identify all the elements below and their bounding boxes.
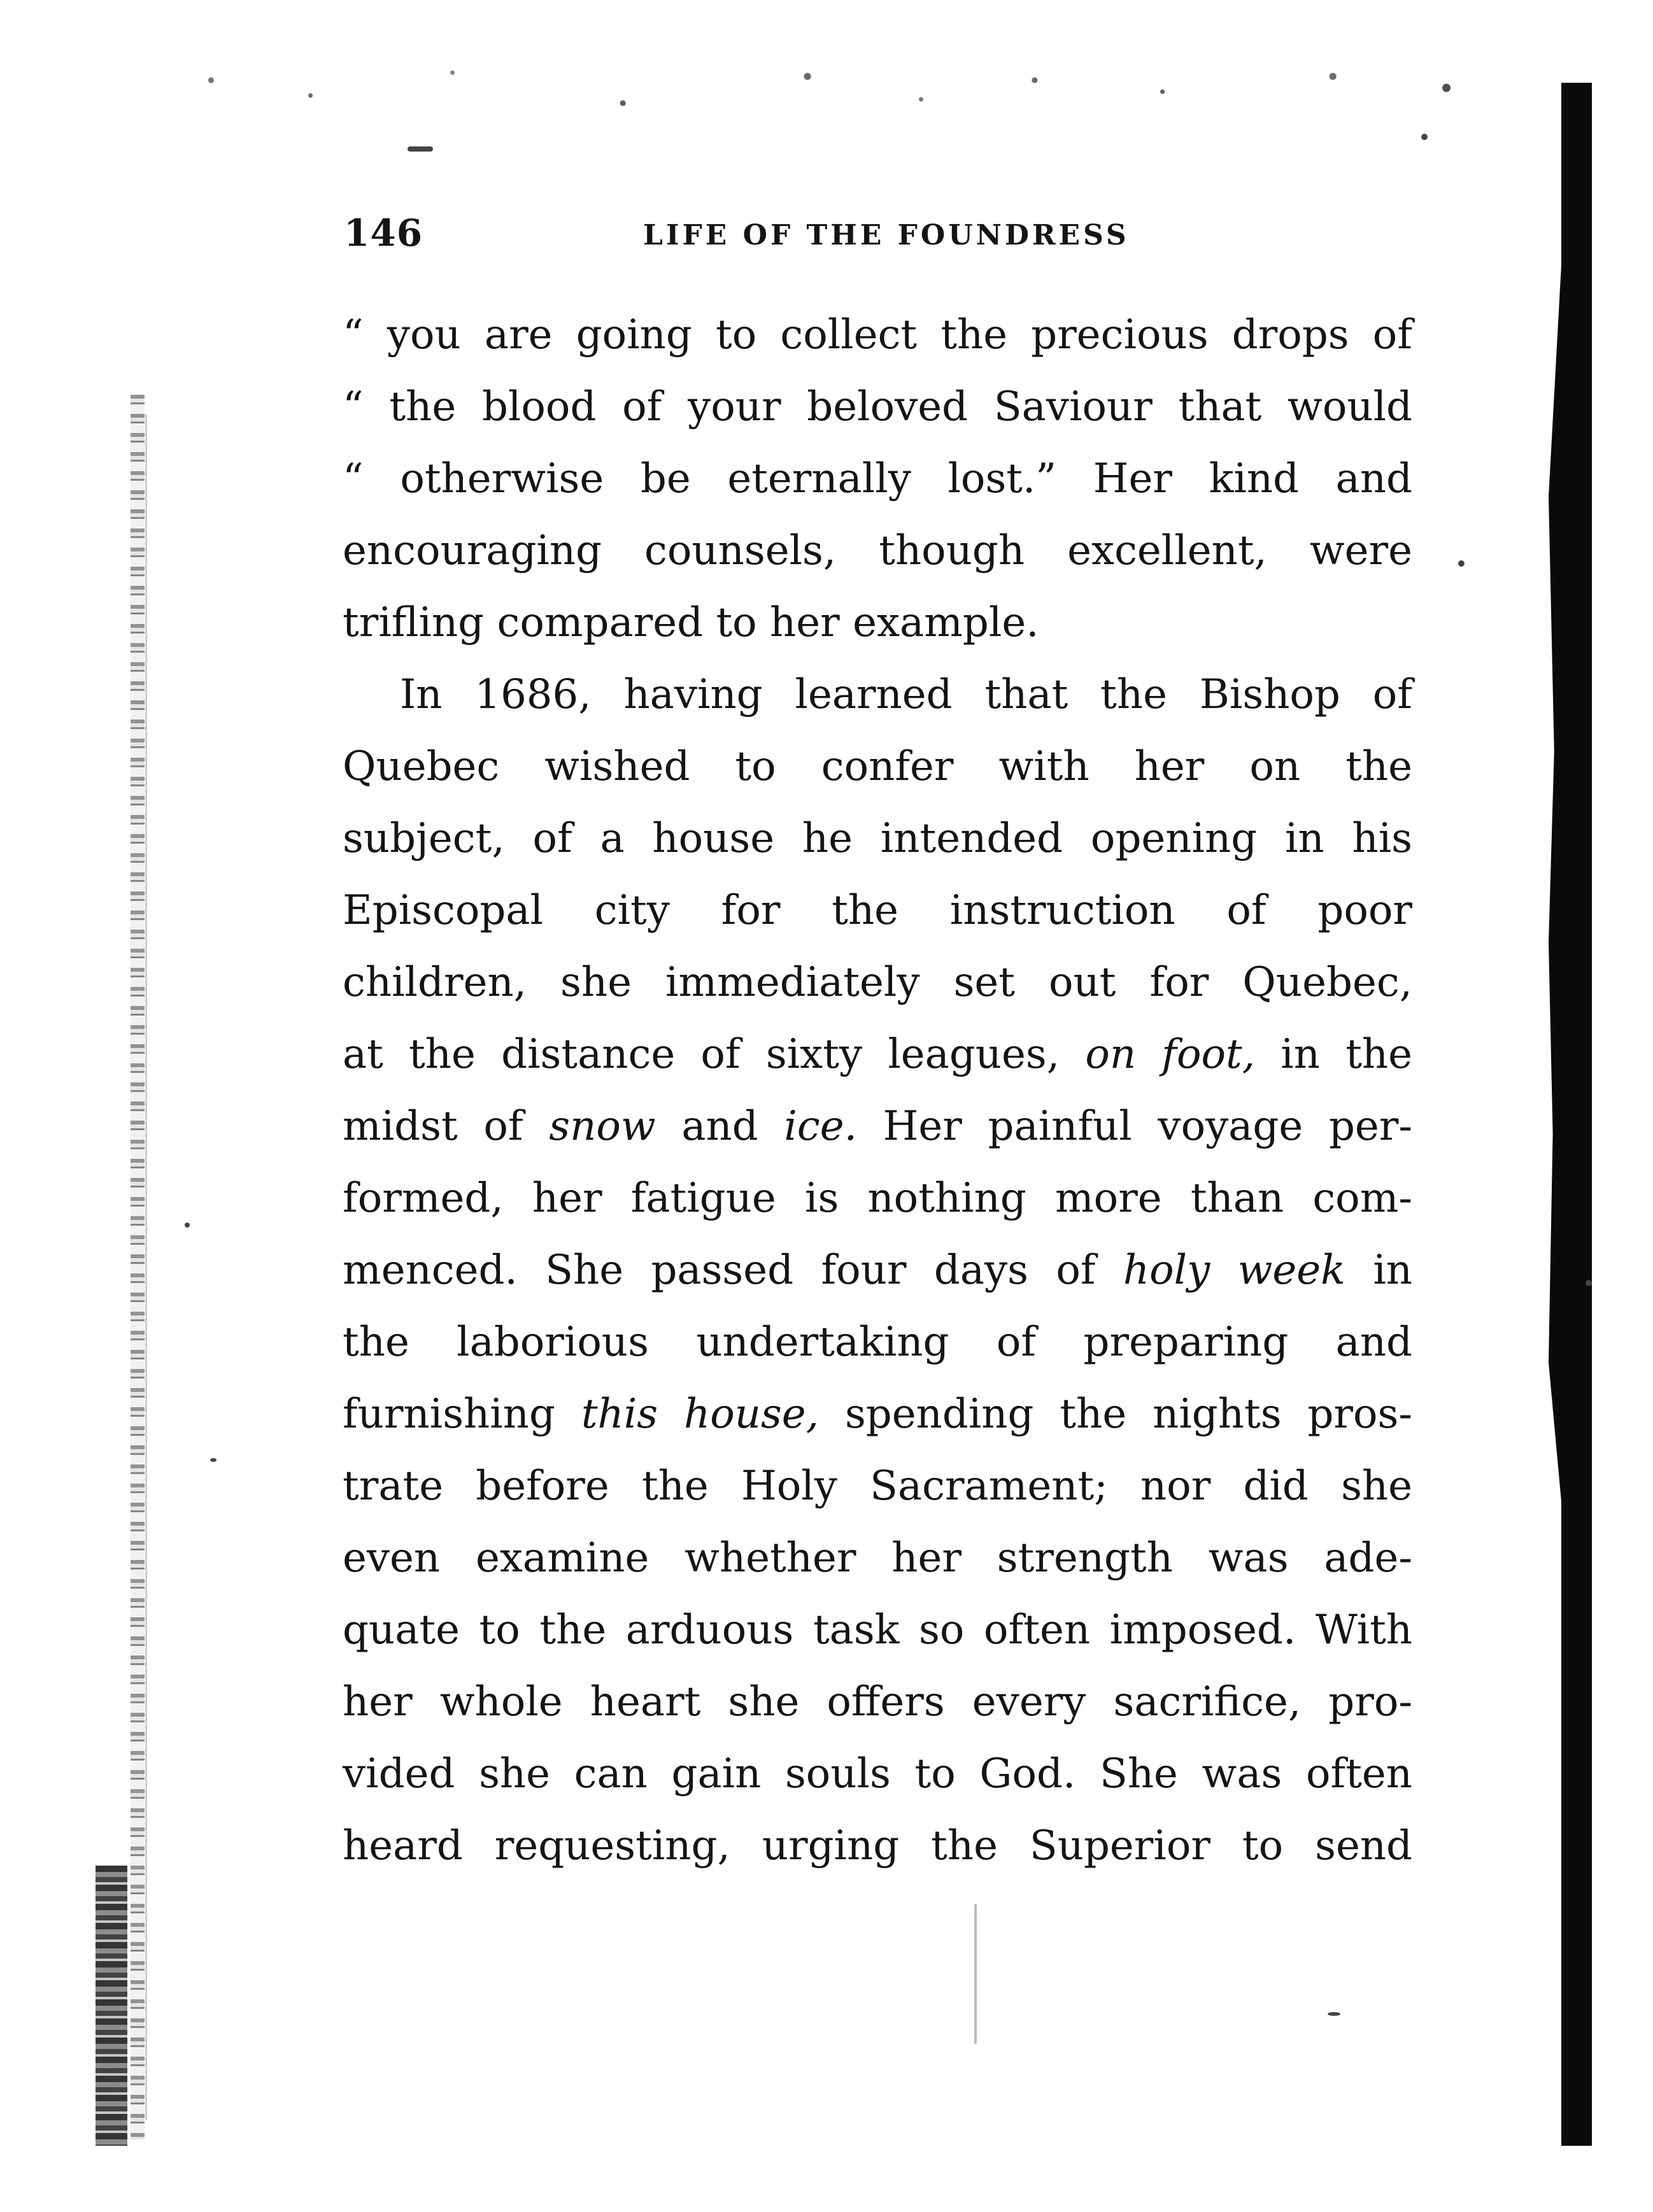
- scan-noise-top: [140, 57, 1560, 134]
- text-line: [343, 731, 1412, 803]
- scan-speck: [210, 1458, 216, 1462]
- italic-text-span: holy week: [1123, 1247, 1345, 1294]
- text-span: “ the blood of your beloved Saviour that would: [343, 383, 1412, 430]
- italic-text-span: ice.: [784, 1103, 857, 1150]
- text-span: subject, of a house he intended opening in his: [343, 815, 1412, 862]
- scan-speck: [185, 1223, 190, 1228]
- text-line: [343, 299, 1412, 371]
- text-span: encouraging counsels, though excellent, were: [343, 527, 1412, 574]
- text-span: children, she immediately set out for Quebec,: [343, 959, 1412, 1006]
- text-span: in the: [1255, 1031, 1413, 1078]
- text-line: [343, 1091, 1412, 1163]
- text-span: in: [1345, 1247, 1413, 1294]
- body-text: [343, 299, 1412, 1882]
- text-span: furnishing: [343, 1391, 581, 1438]
- text-line: [343, 1666, 1412, 1738]
- italic-text-span: on foot,: [1085, 1031, 1256, 1078]
- text-span: spending the nights pros-: [819, 1391, 1413, 1438]
- text-line: [343, 515, 1412, 587]
- text-span: Quebec wished to confer with her on the: [343, 743, 1412, 790]
- text-line: [343, 1594, 1412, 1666]
- text-line: [343, 371, 1412, 443]
- text-line: [343, 947, 1412, 1019]
- scan-binding-shadow: [131, 395, 145, 2139]
- text-line: [343, 1522, 1412, 1594]
- scan-right-edge-notch: [1549, 242, 1563, 1515]
- text-line: [343, 1379, 1412, 1450]
- italic-text-span: snow: [549, 1103, 656, 1150]
- text-line: [343, 803, 1412, 875]
- text-span: trate before the Holy Sacrament; nor did she: [343, 1463, 1412, 1510]
- text-span: heard requesting, urging the Superior to send: [343, 1822, 1412, 1869]
- italic-text-span: this house,: [581, 1391, 819, 1438]
- scan-speck: [1421, 134, 1428, 140]
- text-span: at the distance of sixty leagues,: [343, 1031, 1086, 1078]
- text-span: formed, her fatigue is nothing more than com-: [343, 1175, 1412, 1222]
- text-line: [343, 1019, 1412, 1091]
- text-span: menced. She passed four days of: [343, 1247, 1123, 1294]
- text-span: and: [655, 1103, 784, 1150]
- scan-speck: [1328, 2012, 1340, 2016]
- text-line: [343, 1235, 1412, 1307]
- running-header: [344, 211, 1426, 262]
- text-span: “ otherwise be eternally lost.” Her kind and: [343, 455, 1412, 502]
- text-line: [343, 659, 1412, 731]
- text-span: Her painful voyage per-: [856, 1103, 1413, 1150]
- text-line: [343, 1307, 1412, 1379]
- scan-speck: [408, 146, 433, 152]
- text-line: [343, 1450, 1412, 1522]
- scan-speck: [1586, 1280, 1592, 1286]
- scan-right-edge-bar: [1561, 83, 1592, 2146]
- text-span: midst of: [343, 1103, 550, 1150]
- text-span: the laborious undertaking of preparing and: [343, 1319, 1412, 1366]
- text-line: [343, 1163, 1412, 1235]
- text-line: [343, 587, 1412, 659]
- text-span: quate to the arduous task so often imposed. With: [343, 1606, 1412, 1654]
- scan-speck: [1458, 560, 1465, 567]
- text-line: [343, 875, 1412, 947]
- text-span: Episcopal city for the instruction of poor: [343, 887, 1412, 934]
- text-span: vided she can gain souls to God. She was often: [343, 1750, 1412, 1797]
- text-span: even examine whether her strength was ade-: [343, 1535, 1412, 1582]
- text-line: [343, 443, 1412, 515]
- text-span: “ you are going to collect the precious drops of: [343, 311, 1412, 358]
- text-span: trifling compared to her example.: [343, 599, 1039, 646]
- text-span: her whole heart she offers every sacrifice, pro-: [343, 1678, 1412, 1726]
- scan-binding-line: [145, 414, 147, 2120]
- running-head-title: LIFE OF THE FOUNDRESS: [643, 219, 1130, 252]
- scan-binding-dark-patch: [96, 1866, 127, 2146]
- text-line: [343, 1810, 1412, 1882]
- scan-speck: [974, 1904, 977, 2044]
- text-span: In 1686, having learned that the Bishop of: [400, 671, 1412, 718]
- page-number: 146: [344, 211, 423, 255]
- text-line: [343, 1738, 1412, 1810]
